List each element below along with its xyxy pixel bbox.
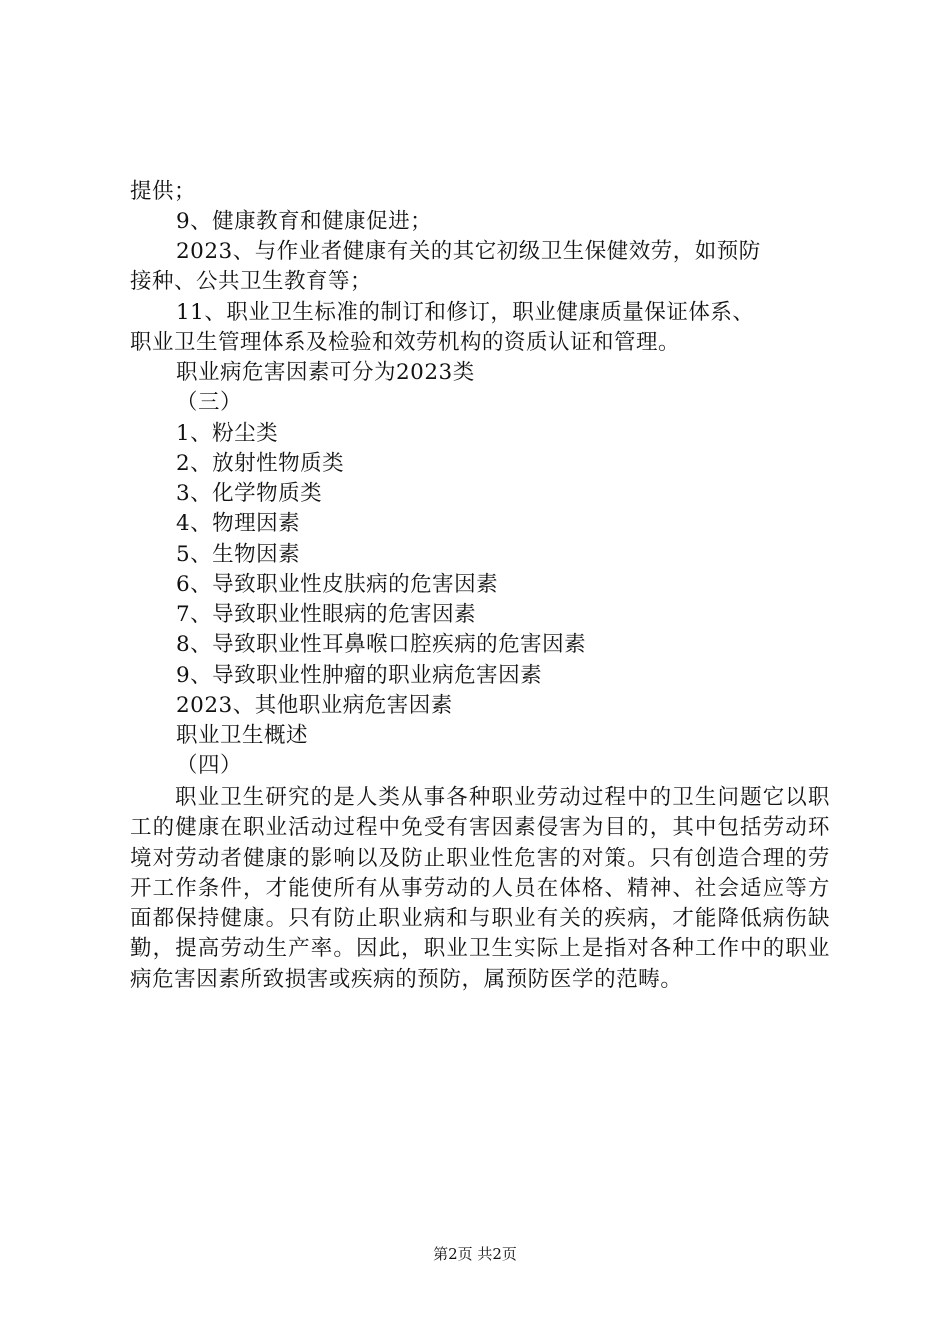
list-item: 8、导致职业性耳鼻喉口腔疾病的危害因素 xyxy=(176,632,587,657)
text-line: 接种、公共卫生教育等； xyxy=(130,269,373,294)
list-item: 6、导致职业性皮肤病的危害因素 xyxy=(176,572,499,597)
list-item: 9、健康教育和健康促进； xyxy=(176,209,433,234)
body-paragraph: 职业卫生研究的是人类从事各种职业劳动过程中的卫生问题它以职工的健康在职业活动过程中免受有害因素侵害为目的，其中包括劳动环境对劳动者健康的影响以及防止职业性危害的对策。只有创造合理的劳开工作条件，才能使所有从事劳动的人员在体格、精神、社会适应等方面都保持健康。只有防止职业病和与职业有关的疾病，才能降低病伤缺勤，提高劳动生产率。因此，职业卫生实际上是指对各种工作中的职业病危害因素所致损害或疾病的预防，属预防医学的范畴。 xyxy=(130,785,830,992)
list-item: 1、粉尘类 xyxy=(176,421,279,446)
text-line: 提供； xyxy=(130,179,197,204)
list-item: 3、化学物质类 xyxy=(176,481,323,506)
list-item: 5、生物因素 xyxy=(176,542,301,567)
list-item: 11、职业卫生标准的制订和修订，职业健康质量保证体系、 xyxy=(176,300,755,325)
list-item: 2023、与作业者健康有关的其它初级卫生保健效劳，如预防 xyxy=(176,239,761,264)
list-item: 4、物理因素 xyxy=(176,511,301,536)
section-number: （四） xyxy=(176,753,243,778)
text-line: 职业卫生管理体系及检验和效劳机构的资质认证和管理。 xyxy=(130,330,681,355)
list-item: 7、导致职业性眼病的危害因素 xyxy=(176,602,477,627)
section-heading: 职业卫生概述 xyxy=(176,723,309,748)
section-heading: 职业病危害因素可分为2023类 xyxy=(176,360,475,385)
list-item: 9、导致职业性肿瘤的职业病危害因素 xyxy=(176,663,543,688)
page-number-footer: 第2页 共2页 xyxy=(433,1245,517,1263)
section-number: （三） xyxy=(176,390,243,415)
list-item: 2、放射性物质类 xyxy=(176,451,345,476)
list-item: 2023、其他职业病危害因素 xyxy=(176,693,453,718)
